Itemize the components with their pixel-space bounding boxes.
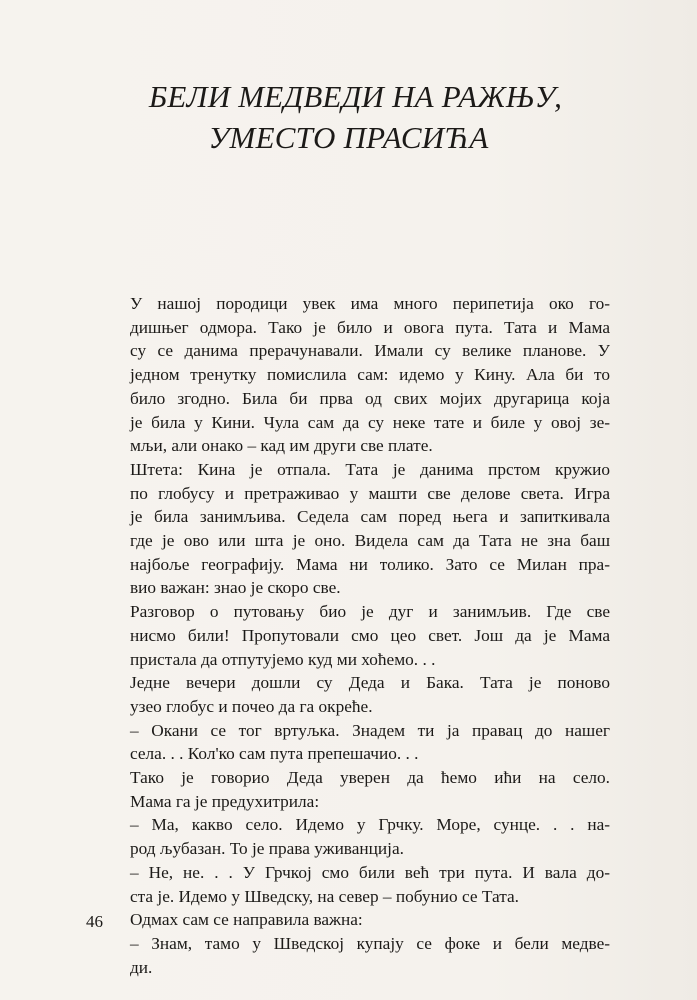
- paragraph: [86, 766, 610, 813]
- text-line: Мама га је предухитрила:: [130, 791, 320, 811]
- paragraph: [86, 908, 610, 932]
- text-line: Једне вечери дошли су Деда и Бака. Тата је поново: [130, 673, 610, 693]
- text-line: вио важан: знао је скоро све.: [130, 578, 341, 598]
- paragraph: [86, 292, 610, 458]
- text-line: – Ма, какво село. Идемо у Грчку. Море, сунце. . . на-: [130, 815, 610, 835]
- page-number: 46: [86, 912, 103, 931]
- text-line: узео глобус и почео да га окреће.: [130, 696, 373, 716]
- text-line: ди.: [130, 957, 153, 977]
- text-line: најбоље географију. Мама ни толико. Зато се Милан пра-: [130, 554, 610, 574]
- text-line: су се данима прерачунавали. Имали су велике планове. У: [130, 341, 610, 361]
- paragraph: [86, 458, 610, 600]
- text-line: У нашој породици увек има много перипетија око го-: [130, 294, 610, 313]
- text-line: – Знам, тамо у Шведској купају се фоке и бели медве-: [130, 933, 610, 953]
- text-line: Тако је говорио Деда уверен да ћемо ићи на село.: [130, 768, 610, 788]
- chapter-title-line-2: УМЕСТО ПРАСИЋА: [208, 120, 489, 155]
- chapter-body: [86, 292, 610, 979]
- paragraph: [86, 719, 610, 766]
- text-line: Штета: Кина је отпала. Тата је данима прстом кружио: [130, 459, 610, 479]
- text-line: је била у Кини. Чула сам да су неке тате и биле у овој зе-: [130, 412, 610, 432]
- paragraph: [86, 671, 610, 718]
- text-line: где је ово или шта је оно. Видела сам да Тата не зна баш: [130, 531, 610, 551]
- chapter-title-line-1: БЕЛИ МЕДВЕДИ НА РАЖЊУ,: [148, 79, 563, 114]
- text-line: пристала да отпутујемо куд ми хоћемо. . .: [130, 649, 436, 669]
- text-line: по глобусу и претраживао у машти све делове света. Игра: [130, 483, 610, 503]
- text-line: једном тренутку помислила сам: идемо у Кину. Ала би то: [130, 365, 610, 385]
- text-line: Разговор о путовању био је дуг и занимљив. Где све: [130, 602, 610, 622]
- text-line: мљи, али онако – кад им други све плате.: [130, 436, 433, 456]
- text-line: дишњег одмора. Тако је било и овога пута. Тата и Мама: [130, 317, 610, 337]
- text-line: – Окани се тог вртуљка. Знадем ти ја правац до нашег: [130, 720, 610, 740]
- text-line: Одмах сам се направила важна:: [130, 910, 363, 930]
- chapter-title: [0, 76, 697, 158]
- paragraph: [86, 600, 610, 671]
- text-line: ста је. Идемо у Шведску, на север – побунио се Тата.: [130, 886, 519, 906]
- text-line: – Не, не. . . У Грчкој смо били већ три пута. И вала до-: [130, 862, 610, 882]
- paragraph: [86, 813, 610, 860]
- paragraph: [86, 861, 610, 908]
- text-line: је била занимљива. Седела сам поред њега и запиткивала: [130, 507, 610, 527]
- text-line: села. . . Кол'ко сам пута препешачио. . .: [130, 744, 419, 764]
- paragraph: [86, 932, 610, 979]
- text-line: род љубазан. То је права уживанција.: [130, 839, 404, 859]
- text-line: било згодно. Била би прва од свих мојих другарица која: [130, 388, 610, 408]
- text-line: нисмо били! Пропутовали смо цео свет. Још да је Мама: [130, 625, 610, 645]
